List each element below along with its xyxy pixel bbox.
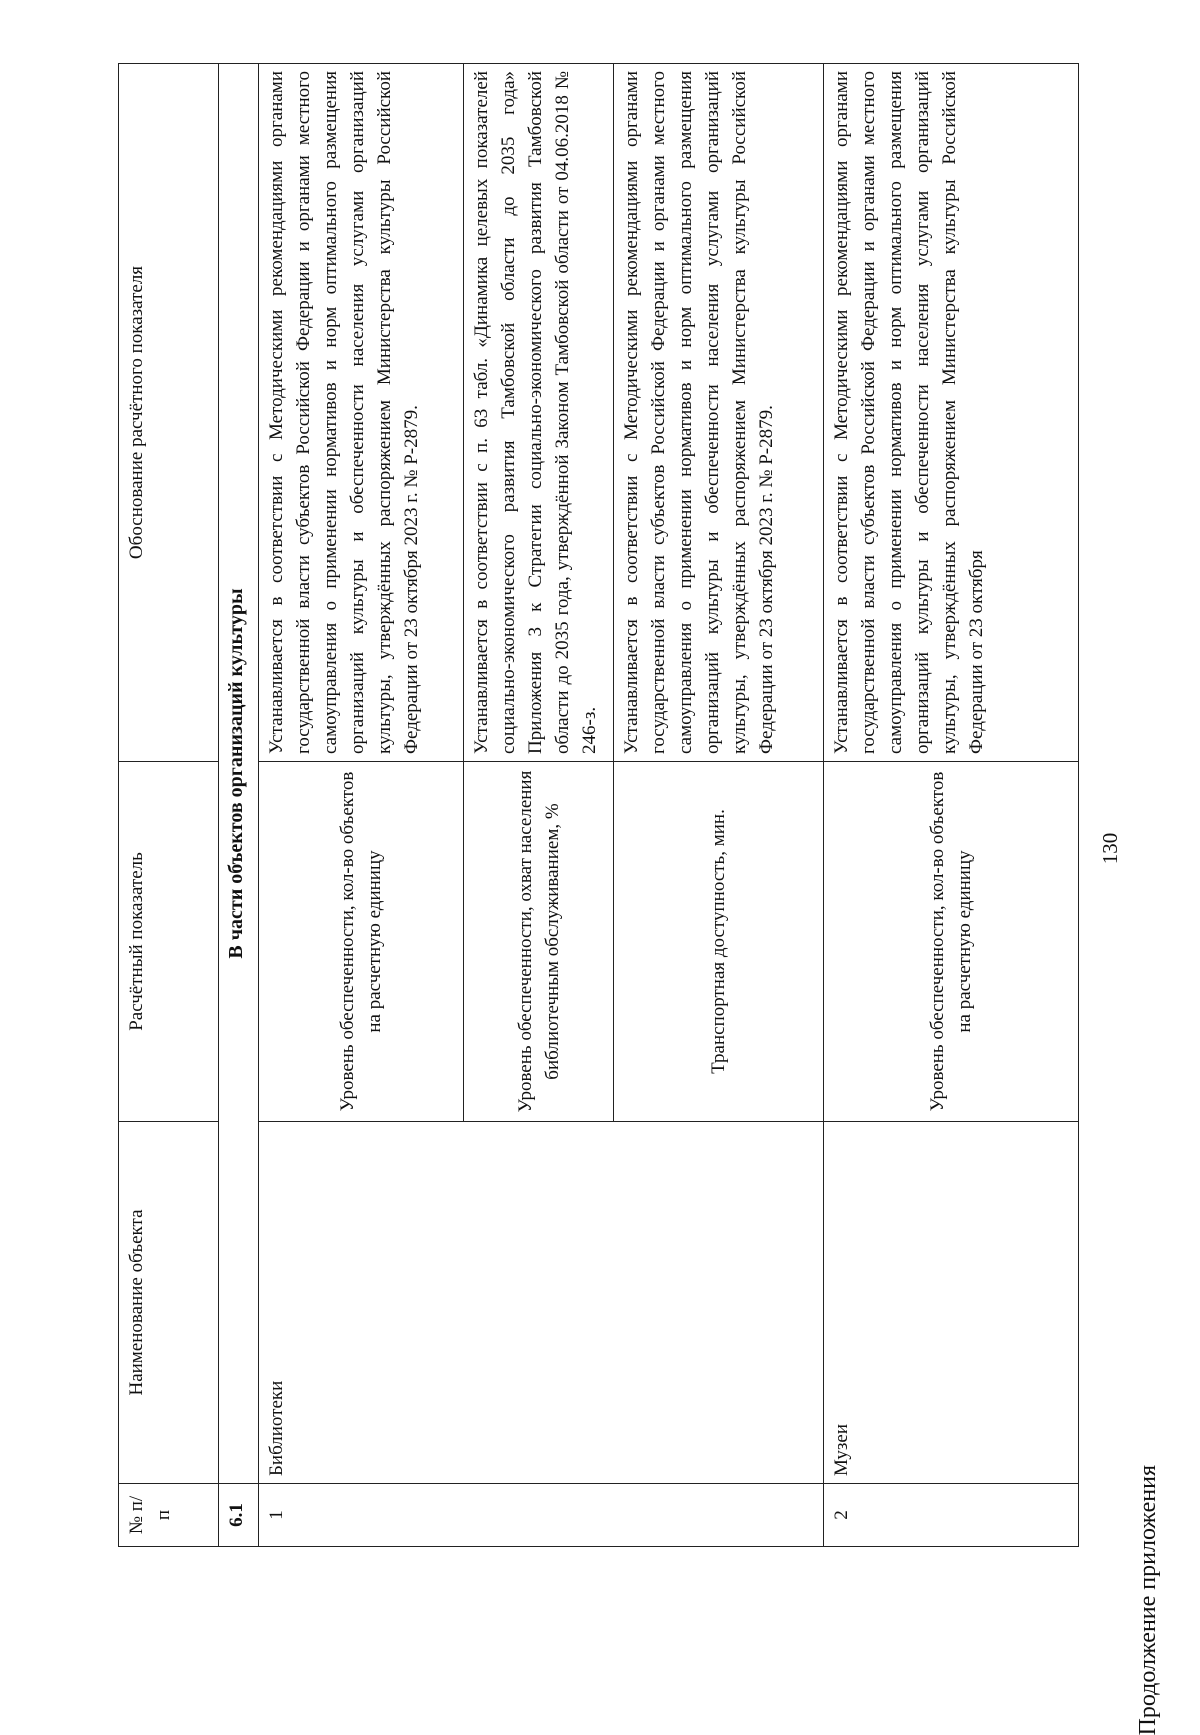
justification-cell: Устанавливается в соответствии с п. 63 табл. «Динамика целевых показателей социально-экономического развития Тамбовской области до 2035 года» Приложения 3 к Стратегии социально-экономического развития Тамбовской области до 2035 года, утверждённой Законом Тамбовской области от 04.06.2018 № 246-з. xyxy=(464,64,614,762)
object-name: Музеи xyxy=(824,1122,1079,1484)
indicator-cell: Уровень обеспеченности, кол-во объектов на расчетную единицу xyxy=(824,762,1079,1122)
justification-cell: Устанавливается в соответствии с Методическими рекомендациями органами государственной власти субъектов Российской Федерации и органами местного самоуправления о применении нормативов и норм оптимального размещения организаций культуры и обеспеченности населения услугами организаций культуры, утверждённых распоряжением Министерства культуры Российской Федерации от 23 октября 2023 г. № Р-2879. xyxy=(614,64,824,762)
section-number: 6.1 xyxy=(219,1484,259,1547)
continuation-label: Продолжение приложения xyxy=(1135,1465,1161,1735)
indicator-cell: Уровень обеспеченности, кол-во объектов на расчетную единицу xyxy=(259,762,464,1122)
header-indicator: Расчётный показатель xyxy=(119,762,219,1122)
section-row xyxy=(219,64,259,1547)
indicators-table xyxy=(118,63,1079,1547)
section-title: В части объектов организаций культуры xyxy=(219,64,259,1484)
table-row xyxy=(259,64,464,1547)
table-header-row xyxy=(119,64,219,1547)
row-number: 1 xyxy=(259,1484,824,1547)
indicator-cell: Уровень обеспеченности, охват населения библиотечным обслуживанием, % xyxy=(464,762,614,1122)
page-number: 130 xyxy=(1098,832,1122,865)
header-object: Наименование объекта xyxy=(119,1122,219,1484)
row-number: 2 xyxy=(824,1484,1079,1547)
justification-cell: Устанавливается в соответствии с Методическими рекомендациями органами государственной власти субъектов Российской Федерации и органами местного самоуправления о применении нормативов и норм оптимального размещения организаций культуры и обеспеченности населения услугами организаций культуры, утверждённых распоряжением Министерства культуры Российской Федерации от 23 октября 2023 г. № Р-2879. xyxy=(259,64,464,762)
justification-cell: Устанавливается в соответствии с Методическими рекомендациями органами государственной власти субъектов Российской Федерации и органами местного самоуправления о применении нормативов и норм оптимального размещения организаций культуры и обеспеченности населения услугами организаций культуры, утверждённых распоряжением Министерства культуры Российской Федерации от 23 октября xyxy=(824,64,1079,762)
table-row xyxy=(824,64,1079,1547)
indicator-cell: Транспортная доступность, мин. xyxy=(614,762,824,1122)
header-justification: Обоснование расчётного показателя xyxy=(119,64,219,762)
object-name: Библиотеки xyxy=(259,1122,824,1484)
header-num: № п/п xyxy=(119,1484,219,1547)
